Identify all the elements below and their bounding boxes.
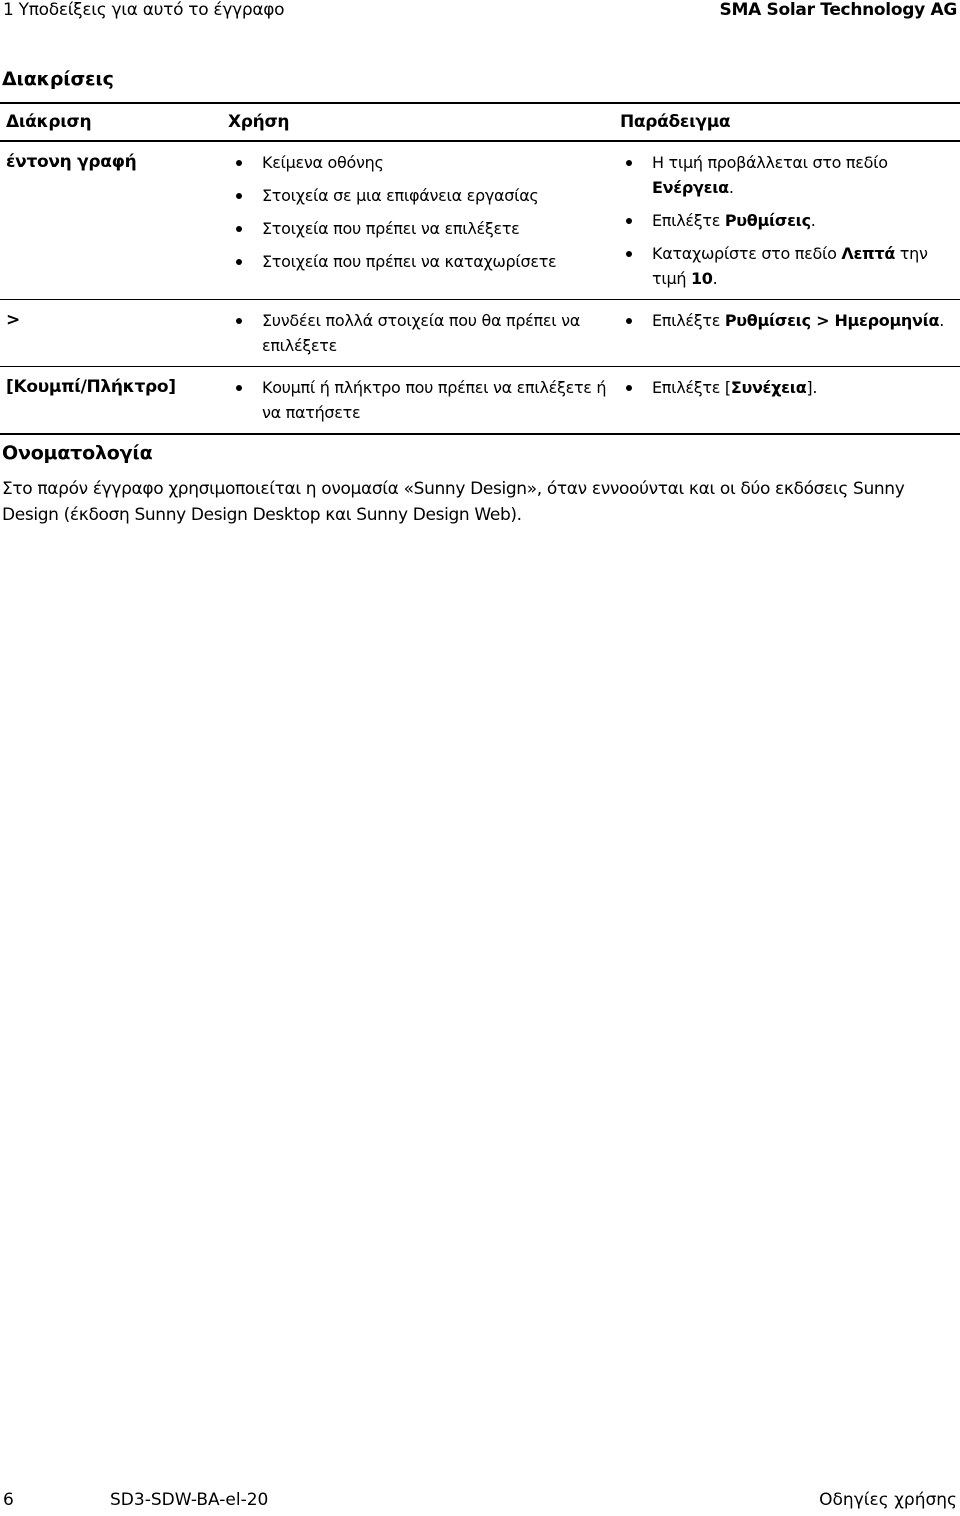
example-bold: 10 — [690, 269, 713, 288]
table-header-row — [0, 103, 960, 141]
example-bold: Συνέχεια — [730, 378, 807, 397]
table-row — [0, 367, 960, 435]
nomenclature-paragraph: Στο παρόν έγγραφο χρησιμοποιείται η ονομασία «Sunny Design», όταν εννοούνται και οι δύο εκδόσεις Sunny Design (έκδοση Sunny Design Desktop και Sunny Design Web). — [2, 479, 905, 525]
example-text: . — [712, 269, 718, 288]
list-item — [652, 375, 954, 400]
table-row — [0, 300, 960, 367]
example-text: ]. — [806, 378, 818, 397]
markup-term: > — [0, 300, 222, 367]
page-number: 6 — [3, 1490, 14, 1510]
column-header-use: Χρήση — [222, 103, 614, 141]
section-title-markup: Διακρίσεις — [2, 68, 114, 90]
usage-list — [228, 150, 608, 274]
markup-term: έντονη γραφή — [0, 141, 222, 300]
list-item: Κουμπί ή πλήκτρο που πρέπει να επιλέξετε ή να πατήσετε — [262, 375, 608, 425]
list-item — [652, 308, 954, 333]
document-code: SD3-SDW-BA-el-20 — [110, 1490, 269, 1510]
table-row — [0, 141, 960, 300]
usage-cell — [222, 300, 614, 367]
markup-term: [Κουμπί/Πλήκτρο] — [0, 367, 222, 435]
list-item — [652, 150, 954, 200]
example-list — [620, 375, 954, 400]
example-text: Επιλέξτε — [652, 311, 725, 330]
list-item: Στοιχεία που πρέπει να επιλέξετε — [262, 216, 608, 241]
list-item: Κείμενα οθόνης — [262, 150, 608, 175]
example-text: την τιμή — [652, 244, 928, 288]
list-item: Στοιχεία που πρέπει να καταχωρίσετε — [262, 249, 608, 274]
page-header — [0, 0, 960, 26]
column-header-example: Παράδειγμα — [614, 103, 960, 141]
example-cell — [614, 300, 960, 367]
example-text: Η τιμή προβάλλεται στο πεδίο — [652, 153, 888, 172]
chapter-title: 1 Υποδείξεις για αυτό το έγγραφο — [3, 0, 285, 20]
company-name: SMA Solar Technology AG — [719, 0, 957, 20]
markup-table — [0, 102, 960, 435]
list-item — [652, 241, 954, 291]
list-item — [652, 208, 954, 233]
example-bold: Λεπτά — [841, 244, 896, 263]
usage-list — [228, 375, 608, 425]
example-cell — [614, 141, 960, 300]
example-bold: Ρυθμίσεις — [724, 211, 811, 230]
example-text: Καταχωρίστε στο πεδίο — [652, 244, 842, 263]
usage-cell — [222, 141, 614, 300]
example-bold: Ενέργεια — [652, 178, 729, 197]
example-cell — [614, 367, 960, 435]
column-header-markup: Διάκριση — [0, 103, 222, 141]
example-bold: Ρυθμίσεις > Ημερομηνία — [724, 311, 940, 330]
example-text: . — [810, 211, 816, 230]
usage-list — [228, 308, 608, 358]
example-text: . — [939, 311, 945, 330]
example-text: . — [728, 178, 734, 197]
example-list — [620, 308, 954, 333]
example-text: Επιλέξτε — [652, 211, 725, 230]
list-item: Στοιχεία σε μια επιφάνεια εργασίας — [262, 183, 608, 208]
usage-cell — [222, 367, 614, 435]
list-item: Συνδέει πολλά στοιχεία που θα πρέπει να επιλέξετε — [262, 308, 608, 358]
example-text: Επιλέξτε [ — [652, 378, 731, 397]
section-title-nomenclature: Ονοματολογία — [2, 442, 153, 464]
example-list — [620, 150, 954, 291]
document-title: Οδηγίες χρήσης — [819, 1490, 957, 1510]
